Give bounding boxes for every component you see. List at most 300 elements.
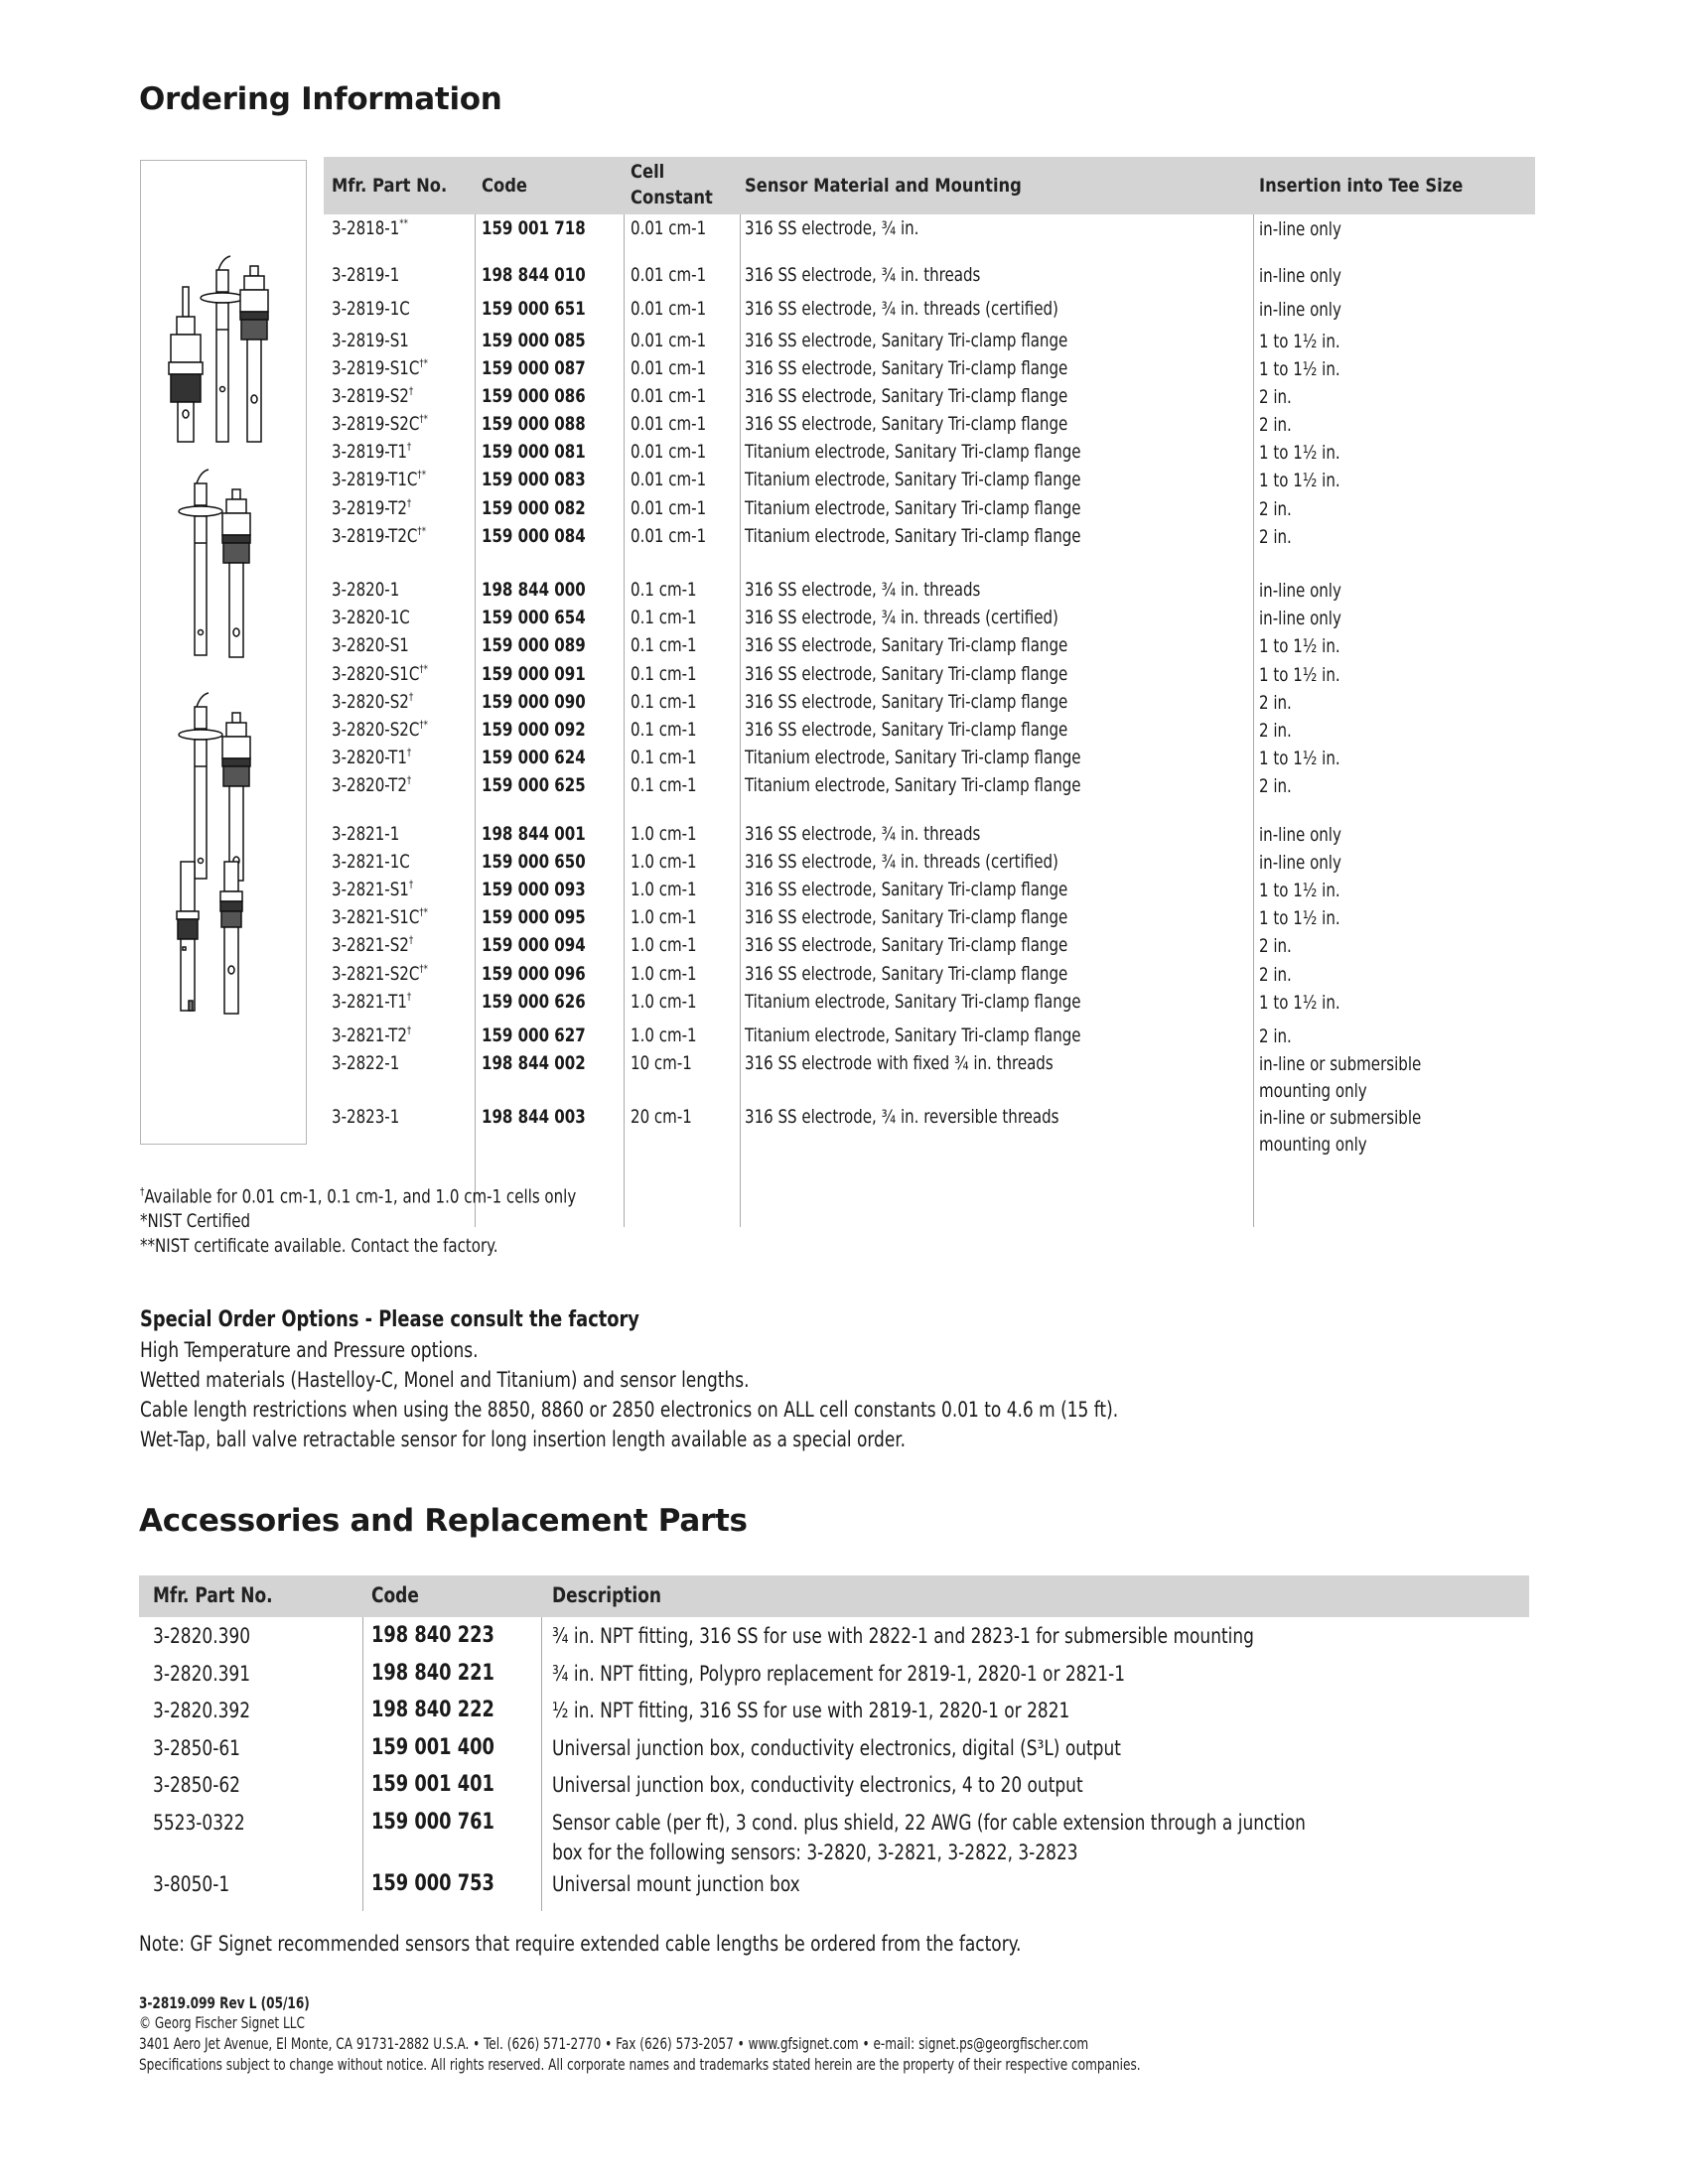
sensor-description-text: Titanium electrode, Sanitary Tri-clamp flange (745, 441, 1081, 463)
sensor-description-text: 316 SS electrode, Sanitary Tri-clamp flange (745, 934, 1068, 956)
insertion-size-line2: mounting only (1259, 1080, 1367, 1102)
cell-constant-text: 0.1 cm-1 (631, 579, 697, 601)
product-code-text: 159 000 092 (482, 719, 586, 741)
cell-constant (631, 822, 697, 846)
product-code: 159 000 753 (371, 1871, 494, 1896)
cell-constant (631, 990, 697, 1014)
product-code-text: 159 000 625 (482, 774, 586, 796)
insertion-size-text: in-line only (1259, 218, 1341, 240)
table-row (324, 746, 1535, 773)
part-number (332, 690, 413, 714)
cell-constant (631, 356, 706, 380)
cell-constant-text: 1.0 cm-1 (631, 823, 697, 845)
part-number (332, 468, 426, 491)
tri-clamp-sensor-icon (179, 693, 222, 879)
footnote-dagger-text: Available for 0.01 cm-1, 0.1 cm-1, and 1.0 cm-1 cells only (144, 1185, 577, 1208)
table-row (324, 878, 1535, 905)
product-code-text: 159 000 095 (482, 906, 586, 928)
table-row (324, 524, 1535, 552)
cell-constant-text: 0.01 cm-1 (631, 413, 707, 435)
part-number (332, 878, 413, 901)
part-number (332, 1051, 399, 1075)
sensor-description (745, 962, 1067, 986)
sensor-description-text: Titanium electrode, Sanitary Tri-clamp flange (745, 747, 1081, 768)
insertion-size-text: 1 to 1½ in. (1259, 664, 1340, 686)
part-number (332, 962, 428, 986)
sensor-description-text: 316 SS electrode, Sanitary Tri-clamp flange (745, 634, 1068, 656)
cell-constant (631, 633, 697, 657)
sensor-description (745, 990, 1081, 1014)
product-code (482, 297, 586, 321)
cell-constant (631, 878, 697, 901)
footnote-mark: ** (399, 216, 408, 230)
product-code-text: 159 001 718 (482, 217, 586, 239)
sensor-description-text: 316 SS electrode, ¾ in. threads (745, 823, 981, 845)
sensor-description (745, 850, 1058, 874)
sensor-description (745, 773, 1081, 797)
part-number: 3-2850-61 (153, 1736, 240, 1760)
insertion-size-text: 2 in. (1259, 964, 1292, 986)
product-code-text: 159 000 087 (482, 357, 586, 379)
cell-constant (631, 524, 706, 548)
insertion-size (1259, 384, 1292, 411)
part-number-text: 3-2821-S2 (332, 934, 409, 956)
tri-clamp-sensor-icon (179, 470, 222, 655)
part-number-text: 3-2821-S1 (332, 879, 409, 900)
column-divider (541, 1617, 542, 1911)
sensor-description-text: 316 SS electrode, Sanitary Tri-clamp flange (745, 691, 1068, 713)
part-number (332, 822, 399, 846)
header-sensor: Sensor Material and Mounting (745, 175, 1022, 197)
accessories-title: Accessories and Replacement Parts (139, 1503, 748, 1539)
cell-constant-text: 0.1 cm-1 (631, 719, 697, 741)
footnote-star: *NIST Certified (140, 1210, 251, 1232)
part-number-text: 3-2819-T1 (332, 441, 407, 463)
description: ¾ in. NPT fitting, Polypro replacement for 2819-1, 2820-1 or 2821-1 (552, 1662, 1126, 1686)
insertion-size (1259, 216, 1341, 243)
product-code-text: 159 000 086 (482, 385, 586, 407)
cable-note: Note: GF Signet recommended sensors that require extended cable lengths be ordered from the factory. (139, 1932, 1022, 1956)
insertion-size-text: 1 to 1½ in. (1259, 470, 1340, 491)
sensor-description (745, 746, 1081, 769)
insertion-size (1259, 690, 1292, 717)
product-code (482, 633, 586, 657)
cell-constant-text: 0.01 cm-1 (631, 330, 707, 351)
insertion-size (1259, 822, 1341, 849)
cell-constant (631, 718, 697, 742)
table-row (324, 962, 1535, 990)
part-number-text: 3-2819-S2C (332, 413, 420, 435)
npt-sensor-icon (220, 862, 242, 1014)
cell-constant-text: 1.0 cm-1 (631, 991, 697, 1013)
description: Universal junction box, conductivity electronics, 4 to 20 output (552, 1773, 1083, 1797)
part-number (332, 356, 428, 380)
part-number (332, 578, 399, 602)
table-row (324, 905, 1535, 933)
insertion-size (1259, 850, 1341, 877)
part-number-text: 3-2819-S2 (332, 385, 409, 407)
cell-constant-text: 0.01 cm-1 (631, 217, 707, 239)
part-number (332, 1024, 411, 1047)
sensor-description (745, 440, 1081, 464)
insertion-size (1259, 773, 1292, 800)
insertion-size (1259, 329, 1340, 355)
tri-clamp-sensor-icon (201, 256, 244, 442)
insertion-size-text: 1 to 1½ in. (1259, 442, 1340, 464)
sensor-description-text: 316 SS electrode, ¾ in. threads (745, 264, 981, 286)
insertion-size-text: 1 to 1½ in. (1259, 880, 1340, 901)
insertion-size (1259, 905, 1340, 932)
special-order-title: Special Order Options - Please consult the factory (140, 1307, 639, 1332)
part-number-text: 3-2820-S2 (332, 691, 409, 713)
description: Universal junction box, conductivity electronics, digital (S³L) output (552, 1736, 1121, 1760)
part-number-text: 3-2820-S1 (332, 634, 409, 656)
sensor-description-text: 316 SS electrode, ¾ in. threads (certified) (745, 851, 1058, 873)
product-code-text: 159 000 624 (482, 747, 586, 768)
table-row (324, 1105, 1535, 1156)
product-code (482, 468, 586, 491)
product-code (482, 216, 586, 240)
footnote-mark: †* (419, 662, 429, 676)
insertion-size (1259, 356, 1340, 383)
table-row (324, 933, 1535, 961)
footnote-mark: † (408, 878, 414, 891)
table-row (324, 263, 1535, 291)
product-code-text: 159 000 651 (482, 298, 586, 320)
disclaimer: Specifications subject to change without notice. All rights reserved. All corporate names and trademarks stated herein are the property of their respective companies. (139, 2055, 1141, 2074)
part-number (332, 496, 411, 520)
product-code (482, 496, 586, 520)
product-code (482, 578, 586, 602)
table-row (324, 440, 1535, 468)
table-row (324, 578, 1535, 606)
product-code (482, 850, 586, 874)
insertion-size-text: 2 in. (1259, 386, 1292, 408)
product-code (482, 356, 586, 380)
product-code-text: 198 844 001 (482, 823, 586, 845)
insertion-size-text: 2 in. (1259, 1025, 1292, 1047)
part-number (332, 263, 399, 287)
product-code (482, 263, 586, 287)
footnote-mark: †* (419, 356, 429, 370)
cell-constant (631, 773, 697, 797)
sensor-description (745, 690, 1067, 714)
product-code (482, 440, 586, 464)
sensor-description-text: Titanium electrode, Sanitary Tri-clamp flange (745, 525, 1081, 547)
part-number-text: 3-2822-1 (332, 1052, 400, 1074)
insertion-size-text: 1 to 1½ in. (1259, 358, 1340, 380)
part-number (332, 773, 411, 797)
cell-constant (631, 297, 706, 321)
npt-sensor-icon (222, 489, 250, 657)
sensor-description (745, 606, 1058, 629)
footnote-double-star: **NIST certificate available. Contact the factory. (140, 1235, 498, 1257)
insertion-size-text: in-line or submersible (1259, 1053, 1422, 1075)
part-number-text: 3-2818-1 (332, 217, 400, 239)
part-number: 3-8050-1 (153, 1872, 230, 1896)
product-code (482, 524, 586, 548)
cell-constant (631, 662, 697, 686)
threaded-sensor-icon (169, 287, 203, 442)
cell-constant-text: 1.0 cm-1 (631, 963, 697, 985)
footnote-mark: † (408, 384, 414, 398)
sensor-description (745, 1024, 1081, 1047)
cell-constant (631, 1024, 697, 1047)
cell-constant (631, 468, 706, 491)
part-number-text: 3-2821-1C (332, 851, 410, 873)
special-order-line: Cable length restrictions when using the 8850, 8860 or 2850 electronics on ALL cell constants 0.01 to 4.6 m (15 ft). (140, 1398, 1119, 1422)
product-code-text: 198 844 002 (482, 1052, 586, 1074)
sensor-description (745, 718, 1067, 742)
product-code (482, 412, 586, 436)
part-number-text: 3-2820-1C (332, 607, 410, 628)
sensor-illustrations (140, 160, 307, 1145)
part-number-text: 3-2820-S2C (332, 719, 420, 741)
table-row (324, 329, 1535, 356)
cell-constant-text: 0.1 cm-1 (631, 774, 697, 796)
cell-constant (631, 329, 706, 352)
footnote-mark: †* (419, 412, 429, 426)
sensor-description (745, 468, 1081, 491)
cell-constant-text: 0.01 cm-1 (631, 357, 707, 379)
insertion-size (1259, 468, 1340, 494)
table-row (324, 1024, 1535, 1051)
sensor-description-text: 316 SS electrode, Sanitary Tri-clamp flange (745, 330, 1068, 351)
insertion-size (1259, 962, 1292, 989)
threaded-sensor-icon (177, 862, 199, 1011)
insertion-size-text: in-line only (1259, 608, 1341, 629)
npt-sensor-icon (240, 266, 268, 442)
product-code (482, 1024, 586, 1047)
sensor-description (745, 1051, 1054, 1075)
part-number (332, 524, 426, 548)
sensor-description (745, 297, 1058, 321)
part-number (332, 440, 411, 464)
cell-constant-text: 1.0 cm-1 (631, 1024, 697, 1046)
product-code (482, 1105, 586, 1129)
header-cell-line1: Cell (631, 161, 665, 183)
cell-constant (631, 384, 706, 408)
sensor-description (745, 662, 1067, 686)
part-number (332, 1105, 399, 1129)
part-number-text: 3-2820-S1C (332, 663, 420, 685)
dagger-mark: † (140, 1185, 145, 1198)
product-code-text: 159 000 088 (482, 413, 586, 435)
table-row (324, 412, 1535, 440)
cell-constant-text: 0.01 cm-1 (631, 525, 707, 547)
header-insertion: Insertion into Tee Size (1259, 175, 1464, 197)
insertion-size (1259, 1024, 1292, 1050)
sensor-description-text: 316 SS electrode, ¾ in. threads (745, 579, 981, 601)
product-code-text: 159 000 626 (482, 991, 586, 1013)
product-code: 198 840 222 (371, 1698, 494, 1722)
table-row (324, 773, 1535, 801)
cell-constant-text: 1.0 cm-1 (631, 851, 697, 873)
product-code-text: 198 844 010 (482, 264, 586, 286)
part-number-text: 3-2820-1 (332, 579, 400, 601)
sensor-description (745, 356, 1067, 380)
sensor-description (745, 524, 1081, 548)
sensor-description-text: Titanium electrode, Sanitary Tri-clamp flange (745, 991, 1081, 1013)
product-code (482, 746, 586, 769)
insertion-size (1259, 662, 1340, 689)
product-code-text: 159 000 090 (482, 691, 586, 713)
cell-constant-text: 0.01 cm-1 (631, 497, 707, 519)
header-description: Description (552, 1583, 661, 1607)
table-row (324, 496, 1535, 524)
header-part-no: Mfr. Part No. (332, 175, 448, 197)
sensor-description-text: 316 SS electrode, ¾ in. threads (certified) (745, 298, 1058, 320)
footnote-mark: †* (417, 468, 427, 481)
cell-constant-text: 0.01 cm-1 (631, 264, 707, 286)
cell-constant-text: 20 cm-1 (631, 1106, 692, 1128)
cell-constant (631, 690, 697, 714)
product-code (482, 718, 586, 742)
insertion-size (1259, 878, 1340, 904)
cell-constant-text: 0.1 cm-1 (631, 747, 697, 768)
insertion-size-text: in-line or submersible (1259, 1107, 1422, 1129)
sensor-description (745, 412, 1067, 436)
cell-constant (631, 1105, 692, 1129)
sensor-description-text: 316 SS electrode, Sanitary Tri-clamp flange (745, 385, 1068, 407)
sensor-description (745, 905, 1067, 929)
footnote-mark: †* (419, 905, 429, 919)
product-code: 198 840 221 (371, 1661, 494, 1686)
part-number: 5523-0322 (153, 1811, 245, 1835)
accessories-table-header (139, 1575, 1529, 1617)
footnote-mark: † (408, 933, 414, 947)
sensor-description-text: 316 SS electrode, Sanitary Tri-clamp flange (745, 663, 1068, 685)
part-number-text: 3-2820-T2 (332, 774, 407, 796)
cell-constant-text: 0.01 cm-1 (631, 441, 707, 463)
sensor-description (745, 496, 1081, 520)
insertion-size-text: 1 to 1½ in. (1259, 331, 1340, 352)
product-code (482, 878, 586, 901)
product-code-text: 159 000 094 (482, 934, 586, 956)
product-code (482, 690, 586, 714)
part-number-text: 3-2821-S2C (332, 963, 420, 985)
part-number (332, 216, 408, 240)
cell-constant (631, 850, 697, 874)
part-number (332, 606, 410, 629)
part-number (332, 850, 410, 874)
insertion-size-text: 2 in. (1259, 775, 1292, 797)
part-number-text: 3-2819-S1 (332, 330, 409, 351)
part-number-text: 3-2821-S1C (332, 906, 420, 928)
product-code-text: 159 000 081 (482, 441, 586, 463)
table-row (324, 850, 1535, 878)
company-address: 3401 Aero Jet Avenue, El Monte, CA 91731-2882 U.S.A. • Tel. (626) 571-2770 • Fax (626) 573-2057 • www.gfsignet.com • e-mail: signet.ps@georgfischer.com (139, 2034, 1089, 2053)
description: ¾ in. NPT fitting, 316 SS for use with 2822-1 and 2823-1 for submersible mounting (552, 1624, 1254, 1648)
sensor-description-text: 316 SS electrode, ¾ in. (745, 217, 919, 239)
cell-constant-text: 0.1 cm-1 (631, 634, 697, 656)
product-code (482, 822, 586, 846)
cell-constant (631, 412, 706, 436)
product-code: 159 000 761 (371, 1810, 494, 1835)
product-code (482, 773, 586, 797)
special-order-line: Wet-Tap, ball valve retractable sensor for long insertion length available as a special order. (140, 1428, 906, 1451)
footnote-mark: †* (419, 718, 429, 732)
product-code-text: 159 000 096 (482, 963, 586, 985)
description-line2: box for the following sensors: 3-2820, 3-2821, 3-2822, 3-2823 (552, 1841, 1078, 1864)
part-number: 3-2820.391 (153, 1662, 251, 1686)
sensor-description-text: 316 SS electrode, Sanitary Tri-clamp flange (745, 357, 1068, 379)
description: ½ in. NPT fitting, 316 SS for use with 2819-1, 2820-1 or 2821 (552, 1699, 1070, 1722)
insertion-size (1259, 578, 1341, 605)
insertion-size (1259, 933, 1292, 960)
table-row (324, 356, 1535, 384)
table-row (324, 662, 1535, 690)
insertion-size-text: in-line only (1259, 824, 1341, 846)
part-number (332, 662, 428, 686)
insertion-size (1259, 440, 1340, 467)
sensor-description-text: 316 SS electrode with fixed ¾ in. threads (745, 1052, 1054, 1074)
cell-constant-text: 0.01 cm-1 (631, 298, 707, 320)
part-number (332, 933, 413, 957)
table-row (324, 216, 1535, 244)
part-number (332, 412, 428, 436)
sensor-description-text: 316 SS electrode, Sanitary Tri-clamp flange (745, 879, 1068, 900)
footnote-mark: † (406, 1024, 412, 1037)
product-code (482, 384, 586, 408)
sensor-description (745, 263, 980, 287)
footnote-mark: † (406, 746, 412, 759)
sensor-description (745, 633, 1067, 657)
product-code-text: 159 000 093 (482, 879, 586, 900)
cell-constant-text: 0.1 cm-1 (631, 663, 697, 685)
sensor-description-text: 316 SS electrode, Sanitary Tri-clamp flange (745, 413, 1068, 435)
header-code: Code (371, 1583, 419, 1607)
sensor-description-text: Titanium electrode, Sanitary Tri-clamp flange (745, 497, 1081, 519)
insertion-size-text: 1 to 1½ in. (1259, 635, 1340, 657)
table-row (324, 990, 1535, 1018)
cell-constant (631, 905, 697, 929)
sensor-description-text: 316 SS electrode, ¾ in. reversible threads (745, 1106, 1059, 1128)
part-number (332, 384, 413, 408)
table-row (324, 384, 1535, 412)
npt-sensor-icon (222, 713, 250, 881)
part-number (332, 905, 428, 929)
product-code-text: 159 000 083 (482, 469, 586, 490)
table-row (324, 690, 1535, 718)
copyright: © Georg Fischer Signet LLC (139, 2013, 305, 2032)
part-number-text: 3-2819-T2 (332, 497, 407, 519)
cell-constant-text: 0.01 cm-1 (631, 469, 707, 490)
footnote-mark: † (408, 690, 414, 704)
insertion-size (1259, 524, 1292, 551)
insertion-size-text: 2 in. (1259, 720, 1292, 742)
sensor-description (745, 578, 980, 602)
sensor-description-text: Titanium electrode, Sanitary Tri-clamp flange (745, 1024, 1081, 1046)
insertion-size-text: in-line only (1259, 580, 1341, 602)
cell-constant (631, 440, 706, 464)
footnote-mark: †* (419, 962, 429, 976)
insertion-size-text: 1 to 1½ in. (1259, 907, 1340, 929)
product-code (482, 606, 586, 629)
insertion-size (1259, 990, 1340, 1017)
description: Universal mount junction box (552, 1872, 800, 1896)
cell-constant (631, 933, 697, 957)
sensor-description (745, 878, 1067, 901)
part-number (332, 718, 428, 742)
part-number-text: 3-2821-T2 (332, 1024, 407, 1046)
sensor-description-text: 316 SS electrode, Sanitary Tri-clamp flange (745, 719, 1068, 741)
cell-constant (631, 746, 697, 769)
product-code (482, 962, 586, 986)
footnote-mark: † (406, 990, 412, 1004)
sensor-description-text: 316 SS electrode, Sanitary Tri-clamp flange (745, 963, 1068, 985)
table-row (324, 633, 1535, 661)
